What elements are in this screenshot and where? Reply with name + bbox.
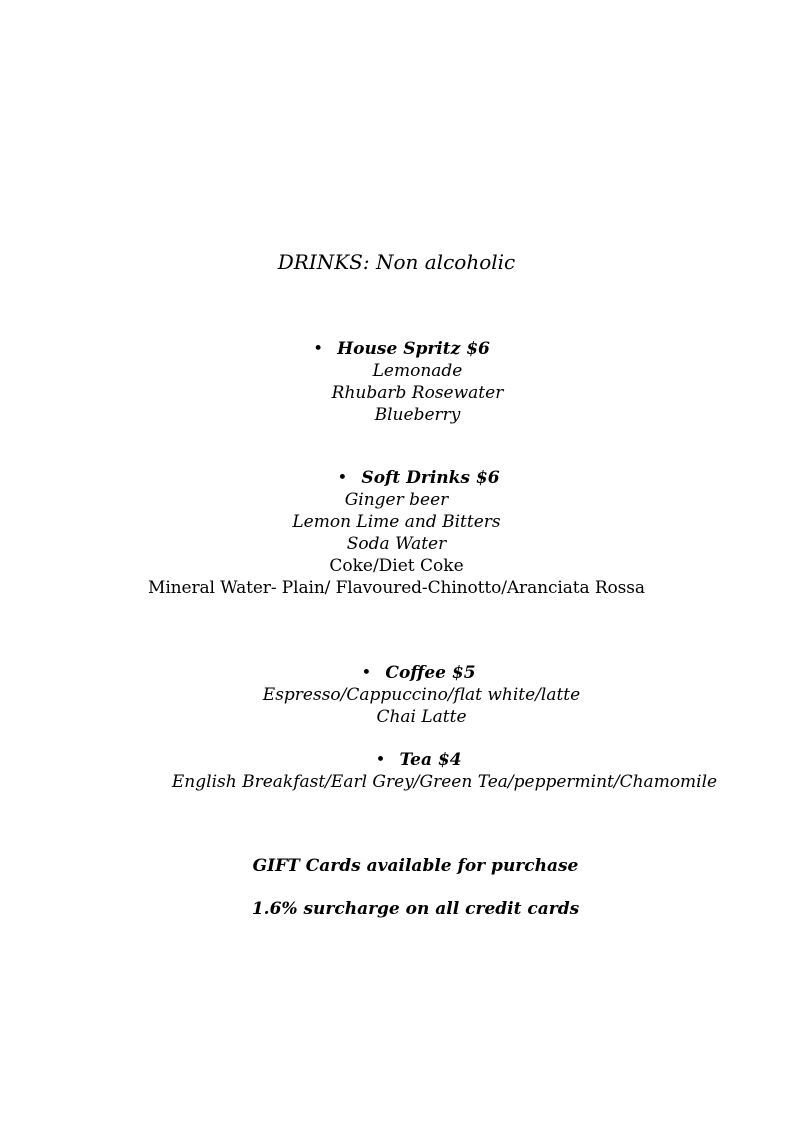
section-heading-soft-drinks	[0, 467, 793, 489]
gift-cards-notice: GIFT Cards available for purchase	[252, 856, 579, 876]
list-item: Rhubarb Rosewater	[331, 383, 504, 403]
section-heading-coffee	[0, 662, 793, 684]
list-item: Blueberry	[374, 405, 461, 425]
section-heading-label: Coffee $5	[385, 663, 476, 683]
surcharge-notice: 1.6% surcharge on all credit cards	[251, 899, 580, 919]
section-heading-label: House Spritz $6	[337, 339, 490, 359]
list-item: English Breakfast/Earl Grey/Green Tea/peppermint/Chamomile	[171, 772, 718, 792]
section-heading-tea	[0, 749, 793, 771]
list-item: Lemonade	[372, 361, 463, 381]
bullet-icon: •	[375, 750, 386, 770]
list-item: Soda Water	[346, 534, 447, 554]
section-heading-label: Tea $4	[399, 750, 462, 770]
list-item: Mineral Water- Plain/ Flavoured-Chinotto/Aranciata Rossa	[148, 578, 645, 598]
bullet-icon: •	[313, 339, 324, 359]
list-item: Coke/Diet Coke	[329, 556, 464, 576]
bullet-icon: •	[337, 468, 348, 488]
list-item: Ginger beer	[344, 490, 449, 510]
page-title: DRINKS: Non alcoholic	[277, 250, 516, 274]
section-heading-label: Soft Drinks $6	[361, 468, 500, 488]
list-item: Lemon Lime and Bitters	[292, 512, 501, 532]
section-heading-house-spritz	[0, 338, 793, 360]
list-item: Chai Latte	[376, 707, 467, 727]
bullet-icon: •	[361, 663, 372, 683]
list-item: Espresso/Cappuccino/flat white/latte	[262, 685, 581, 705]
